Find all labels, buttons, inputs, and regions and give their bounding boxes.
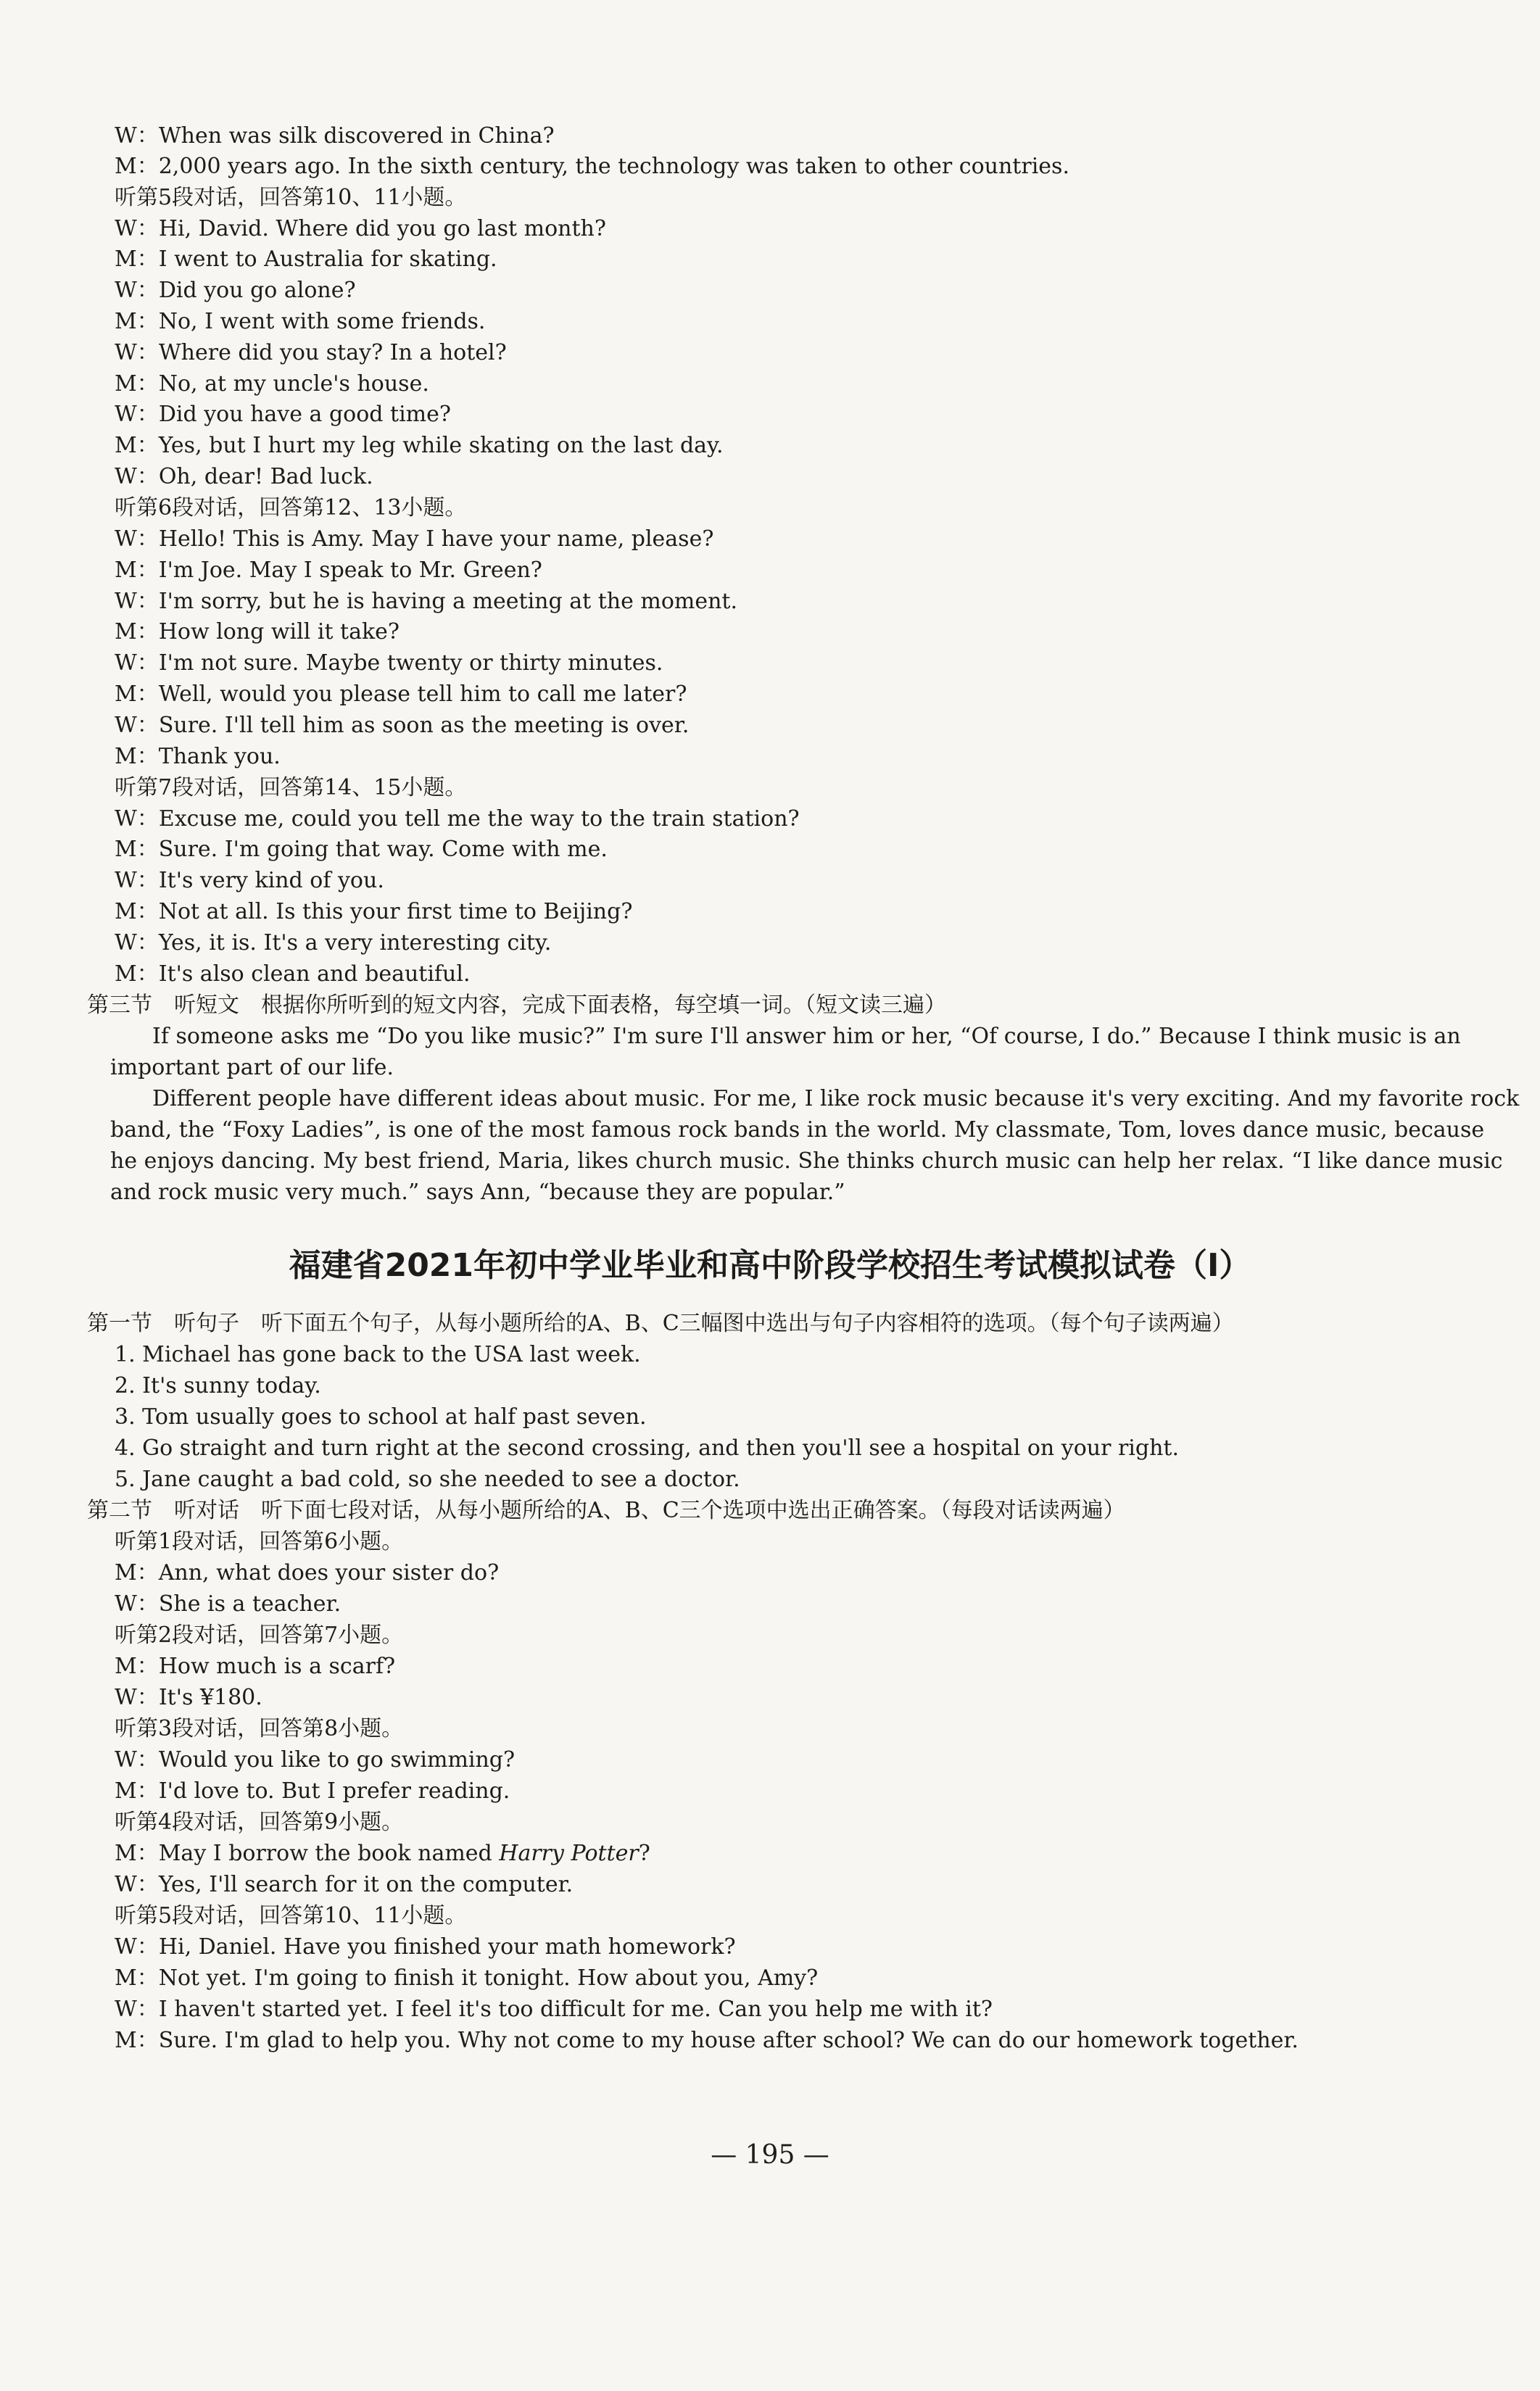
section-header: 第二节 听对话 听下面七段对话，从每小题所给的A、B、C三个选项中选出正确答案。（每段对话读两遍） bbox=[87, 1498, 1125, 1523]
passage-line: Different people have different ideas about music. For me, I like rock music because it's very exciting. And my favorite rock bbox=[152, 1086, 1520, 1111]
dialogue-text: M：May I borrow the book named bbox=[115, 1841, 500, 1866]
dialogue-line: M：Sure. I'm glad to help you. Why not come to my house after school? We can do our homework together. bbox=[115, 2028, 1299, 2053]
passage-line: band, the “Foxy Ladies”, is one of the most famous rock bands in the world. My classmate, Tom, loves dance music, because bbox=[110, 1117, 1485, 1143]
dialogue-line: W：She is a teacher. bbox=[115, 1591, 341, 1617]
dialogue-line: W：Hi, David. Where did you go last month? bbox=[115, 216, 606, 241]
dialogue-line: W：I haven't started yet. I feel it's too difficult for me. Can you help me with it? bbox=[115, 1997, 993, 2022]
dialogue-line: M：Sure. I'm going that way. Come with me. bbox=[115, 837, 608, 862]
passage-line: If someone asks me “Do you like music?” I'm sure I'll answer him or her, “Of course, I do.” Because I think music is an bbox=[152, 1024, 1461, 1049]
dialogue-line: M：How long will it take? bbox=[115, 619, 400, 645]
passage-line: he enjoys dancing. My best friend, Maria, likes church music. She thinks church music can help her relax. “I like dance music bbox=[110, 1148, 1503, 1174]
dialogue-line: W：Hi, Daniel. Have you finished your math homework? bbox=[115, 1934, 736, 1960]
dialogue-header: 听第5段对话，回答第10、11小题。 bbox=[115, 1903, 467, 1928]
sentence-item: 4. Go straight and turn right at the second crossing, and then you'll see a hospital on your right. bbox=[115, 1435, 1180, 1461]
dialogue-line: W：Yes, it is. It's a very interesting city. bbox=[115, 930, 552, 956]
dialogue-line: W：Did you go alone? bbox=[115, 278, 356, 303]
passage-line: important part of our life. bbox=[110, 1055, 394, 1080]
dialogue-line: M：Thank you. bbox=[115, 744, 281, 769]
dialogue-line: W：It's very kind of you. bbox=[115, 868, 384, 893]
dialogue-header: 听第4段对话，回答第9小题。 bbox=[115, 1810, 404, 1835]
dialogue-line: M：It's also clean and beautiful. bbox=[115, 961, 471, 987]
dialogue-line: M：No, at my uncle's house. bbox=[115, 371, 429, 397]
sentence-item: 1. Michael has gone back to the USA last week. bbox=[115, 1342, 641, 1367]
dialogue-header: 听第1段对话，回答第6小题。 bbox=[115, 1529, 404, 1554]
dialogue-line: M：Yes, but I hurt my leg while skating on the last day. bbox=[115, 433, 724, 458]
sentence-item: 3. Tom usually goes to school at half past seven. bbox=[115, 1404, 647, 1430]
exam-title: 福建省2021年初中学业毕业和高中阶段学校招生考试模拟试卷（Ⅰ） bbox=[289, 1247, 1251, 1284]
dialogue-line: W：Yes, I'll search for it on the computer. bbox=[115, 1872, 574, 1897]
dialogue-line: M：I went to Australia for skating. bbox=[115, 246, 497, 272]
dialogue-line: W：Where did you stay? In a hotel? bbox=[115, 340, 507, 365]
dialogue-line: M：Not at all. Is this your first time to Beijing? bbox=[115, 899, 633, 924]
dialogue-line: W：It's ¥180. bbox=[115, 1685, 262, 1710]
dialogue-line: W：Hello! This is Amy. May I have your name, please? bbox=[115, 526, 714, 552]
dialogue-line: W：Sure. I'll tell him as soon as the meeting is over. bbox=[115, 713, 690, 738]
dialogue-line: W：Would you like to go swimming? bbox=[115, 1747, 516, 1773]
dialogue-line: M：2,000 years ago. In the sixth century, the technology was taken to other countries. bbox=[115, 154, 1069, 179]
book-title: Harry Potter bbox=[499, 1841, 639, 1866]
dialogue-line: M：I'd love to. But I prefer reading. bbox=[115, 1778, 510, 1804]
passage-line: and rock music very much.” says Ann, “because they are popular.” bbox=[110, 1180, 845, 1205]
dialogue-header: 听第6段对话，回答第12、13小题。 bbox=[115, 495, 467, 521]
dialogue-line: W：When was silk discovered in China? bbox=[115, 123, 555, 149]
dialogue-line: W：I'm sorry, but he is having a meeting at the moment. bbox=[115, 589, 738, 614]
dialogue-line: W：Oh, dear! Bad luck. bbox=[115, 464, 373, 489]
dialogue-line: M：Not yet. I'm going to finish it tonight. How about you, Amy? bbox=[115, 1965, 819, 1991]
dialogue-line: W：I'm not sure. Maybe twenty or thirty minutes. bbox=[115, 650, 663, 676]
dialogue-line: W：Excuse me, could you tell me the way to the train station? bbox=[115, 806, 800, 832]
dialogue-line: W：Did you have a good time? bbox=[115, 402, 451, 427]
dialogue-header: 听第5段对话，回答第10、11小题。 bbox=[115, 185, 467, 210]
section-header: 第三节 听短文 根据你所听到的短文内容，完成下面表格，每空填一词。（短文读三遍） bbox=[87, 993, 946, 1018]
sentence-item: 5. Jane caught a bad cold, so she needed to see a doctor. bbox=[115, 1467, 740, 1492]
dialogue-header: 听第2段对话，回答第7小题。 bbox=[115, 1623, 404, 1648]
dialogue-header: 听第7段对话，回答第14、15小题。 bbox=[115, 775, 467, 800]
page-number: — 195 — bbox=[711, 2140, 829, 2170]
dialogue-line: M：I'm Joe. May I speak to Mr. Green? bbox=[115, 558, 542, 583]
dialogue-line: M：No, I went with some friends. bbox=[115, 309, 486, 334]
dialogue-line: M：Ann, what does your sister do? bbox=[115, 1560, 500, 1586]
dialogue-text: ? bbox=[638, 1841, 650, 1866]
sentence-item: 2. It's sunny today. bbox=[115, 1373, 321, 1398]
dialogue-line bbox=[115, 1839, 650, 1870]
dialogue-line: M：Well, would you please tell him to call me later? bbox=[115, 681, 687, 707]
dialogue-header: 听第3段对话，回答第8小题。 bbox=[115, 1716, 404, 1741]
section-header: 第一节 听句子 听下面五个句子，从每小题所给的A、B、C三幅图中选出与句子内容相符的选项。（每个句子读两遍） bbox=[87, 1311, 1234, 1336]
dialogue-line: M：How much is a scarf? bbox=[115, 1654, 396, 1679]
